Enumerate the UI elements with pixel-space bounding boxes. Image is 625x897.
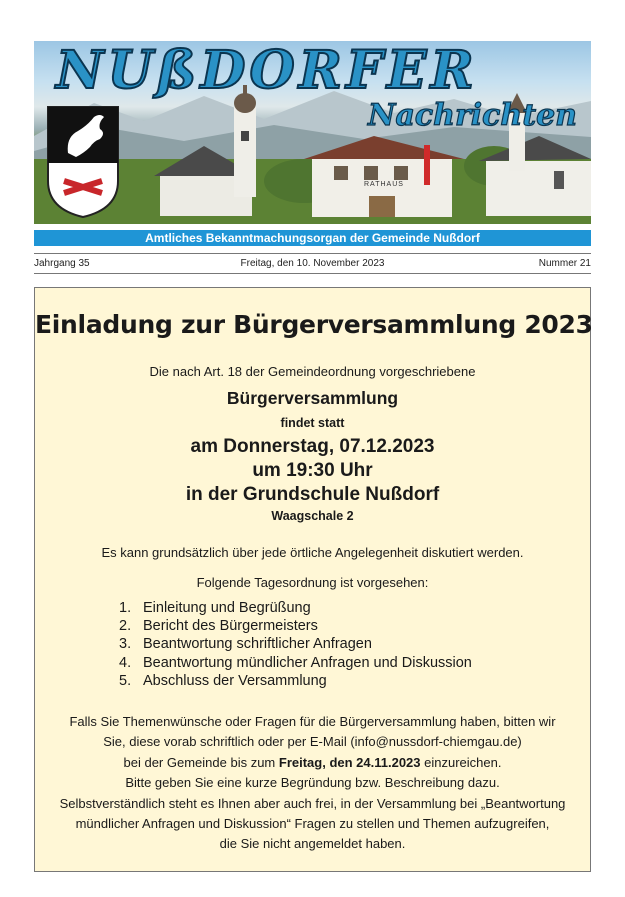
deadline-date: Freitag, den 24.11.2023 xyxy=(278,754,421,770)
invitation-notice xyxy=(34,287,591,872)
agenda-item: 2. Bericht des Bürgermeisters xyxy=(119,618,318,635)
closing-line: Bitte geben Sie eine kurze Begründung bzw. Beschreibung dazu. xyxy=(125,775,500,791)
divider-bottom xyxy=(34,273,591,274)
notice-intro: Die nach Art. 18 der Gemeindeordnung vorgeschriebene xyxy=(149,364,476,379)
event-findet: findet statt xyxy=(280,416,345,430)
agenda-item: 5. Abschluss der Versammlung xyxy=(119,672,327,689)
issue-date: Freitag, den 10. November 2023 xyxy=(240,258,385,269)
event-name: Bürgerversammlung xyxy=(226,388,399,408)
issue-number: Nummer 21 xyxy=(538,258,591,269)
closing-line: Selbstverständlich steht es Ihnen aber auch frei, in der Versammlung bei „Beantwortung xyxy=(59,795,566,811)
masthead-subtitle: Nachrichten xyxy=(368,98,577,133)
agenda-item: 3. Beantwortung schriftlicher Anfragen xyxy=(119,636,372,653)
closing-text xyxy=(35,712,590,855)
official-organ-bar: Amtliches Bekanntmachungsorgan der Gemeinde Nußdorf xyxy=(34,230,591,246)
event-time: um 19:30 Uhr xyxy=(252,460,373,481)
notice-title: Einladung zur Bürgerversammlung 2023 xyxy=(35,310,593,339)
closing-line: mündlicher Anfragen und Diskussion“ Fragen zu stellen und Themen aufzugreifen, xyxy=(75,816,550,832)
event-place: in der Grundschule Nußdorf xyxy=(185,484,440,505)
closing-line: die Sie nicht angemeldet haben. xyxy=(219,836,406,852)
closing-line: Sie, diese vorab schriftlich oder per E-Mail (info@nussdorf-chiemgau.de) xyxy=(103,734,522,750)
masthead-banner xyxy=(34,41,591,224)
agenda-item: 4. Beantwortung mündlicher Anfragen und Diskussion xyxy=(119,654,472,671)
event-street: Waagschale 2 xyxy=(271,509,354,523)
event-date: am Donnerstag, 07.12.2023 xyxy=(190,436,435,457)
issue-volume: Jahrgang 35 xyxy=(34,258,90,269)
closing-line: Falls Sie Themenwünsche oder Fragen für die Bürgerversammlung haben, bitten wir xyxy=(69,714,556,729)
divider-top xyxy=(34,253,591,254)
agenda-item: 1. Einleitung und Begrüßung xyxy=(119,600,311,616)
building-sign: RATHAUS xyxy=(364,181,404,188)
general-note: Es kann grundsätzlich über jede örtliche Angelegenheit diskutiert werden. xyxy=(101,545,524,560)
agenda-intro: Folgende Tagesordnung ist vorgesehen: xyxy=(196,575,429,590)
masthead-title: NUßDORFER xyxy=(56,41,478,101)
closing-line-deadline: bei der Gemeinde bis zum Freitag, den 24.11.2023 einzureichen. xyxy=(123,754,502,770)
agenda-list xyxy=(119,599,472,690)
